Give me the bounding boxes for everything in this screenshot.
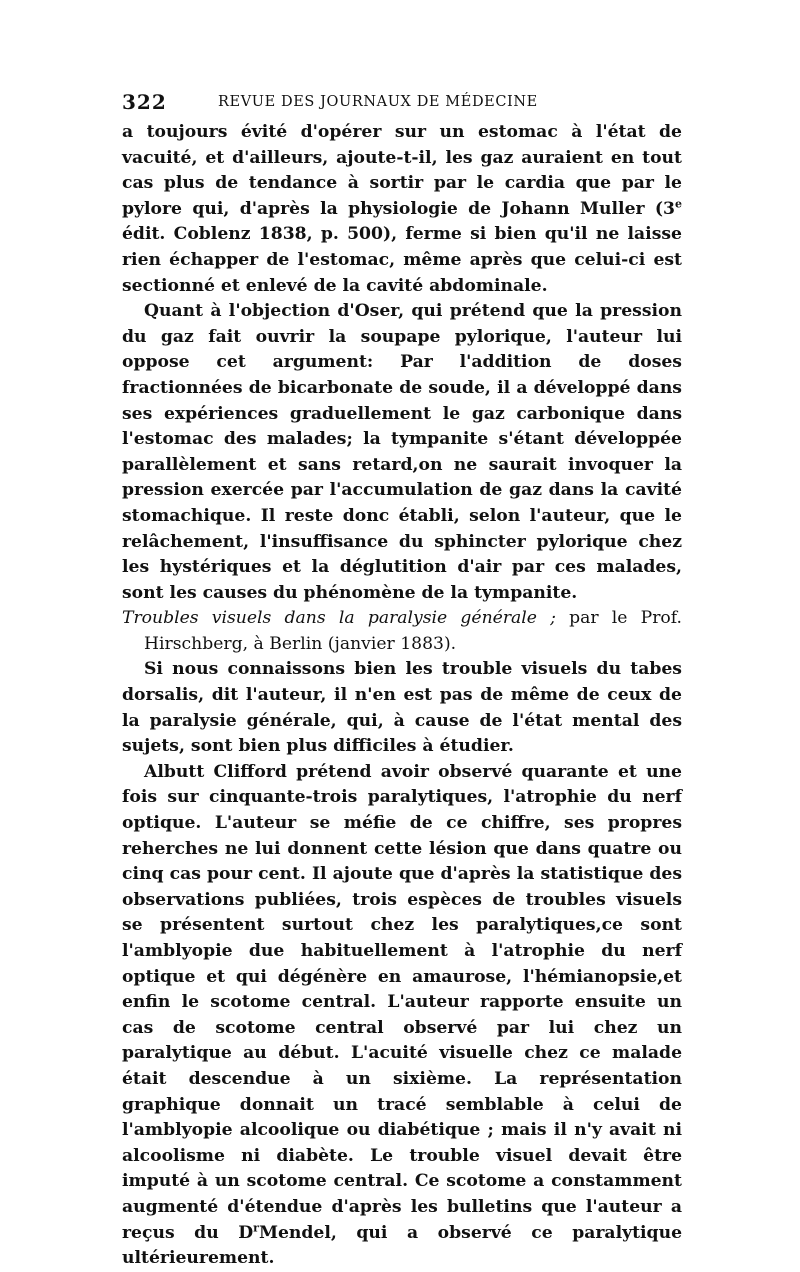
article-title-italic: Troubles visuels dans la paralysie générale ; [122, 608, 556, 629]
paragraph-tabes: Si nous connaissons bien les trouble visuels du tabes dorsalis, dit l'auteur, il n'en est pas de même de ceux de la paralysie générale, qui, à cause de l'état mental des sujets, sont bien plus difficiles à étudier. [122, 659, 682, 757]
paragraph-continuation [122, 120, 682, 299]
running-title: REVUE DES JOURNAUX DE MÉDECINE [218, 94, 538, 110]
superscript: r [253, 1220, 259, 1234]
paragraph-text-end: édit. Coblenz 1838, p. 500), ferme si bien qu'il ne laisse rien échapper de l'estomac, même après que celui-ci est sectionné et enlevé de la cavité abdominale. [122, 224, 682, 296]
article-title-author: par le Prof. Hirschberg, à Berlin (janvier 1883). [144, 608, 682, 654]
paragraph-text-end: Mendel, qui a observé ce paralytique ultérieurement. [122, 1222, 683, 1269]
superscript: e [675, 197, 682, 211]
paragraph-oser-objection: Quant à l'objection d'Oser, qui prétend que la pression du gaz fait ouvrir la soupape pylorique, l'auteur lui oppose cet argument: Par l'addition de doses fractionnées de bicarbonate de soude, il a développé dans ses expériences graduellement le gaz carbonique dans l'estomac des malades; la tympanite s'étant développée parallèlement et sans retard,on ne saurait invoquer la pression exercée par l'accumulation de gaz dans la cavité stomachique. Il reste donc établi, selon l'auteur, que le relâchement, l'insuffisance du sphincter pylorique chez les hystériques et la déglutition d'air par ces malades, sont les causes du phénomène de la tympanite. [122, 301, 682, 603]
body-text [122, 120, 682, 1272]
page-number: 322 [122, 90, 167, 114]
paragraph-albutt [122, 760, 682, 1272]
document-page [122, 90, 683, 1269]
paragraph-text: Albutt Clifford prétend avoir observé quarante et une fois sur cinquante-trois paralytiques, l'atrophie du nerf optique. L'auteur se méfie de ce chiffre, ses propres reherches ne lui donnent cette lésion que dans quatre ou cinq cas pour cent. Il ajoute que d'après la statistique des observations publiées, trois espèces de troubles visuels se présentent surtout chez les paralytiques,ce sont l'amblyopie due habituellement à l'atrophie du nerf optique et qui dégénère en amaurose, l'hémianopsie,et enfin le scotome central. L'auteur rapporte ensuite un cas de scotome central observé par lui chez un paralytique au début. L'acuité visuelle chez ce malade était descendue à un sixième. La représentation graphique donnait un tracé semblable à celui de l'amblyopie alcoolique ou diabétique ; mais il n'y avait ni alcoolisme ni diabète. Le trouble visuel devait être imputé à un scotome central. Ce scotome a constamment augmenté d'étendue d'après les bulletins que l'auteur a reçus du D [122, 761, 682, 1243]
article-title [122, 606, 682, 657]
paragraph-text: a toujours évité d'opérer sur un estomac à l'état de vacuité, et d'ailleurs, ajoute-t-il, les gaz auraient en tout cas plus de tendance à sortir par le cardia que par le pylore qui, d'après la physiologie de Johann Muller (3 [122, 122, 682, 219]
page-header [122, 90, 682, 114]
